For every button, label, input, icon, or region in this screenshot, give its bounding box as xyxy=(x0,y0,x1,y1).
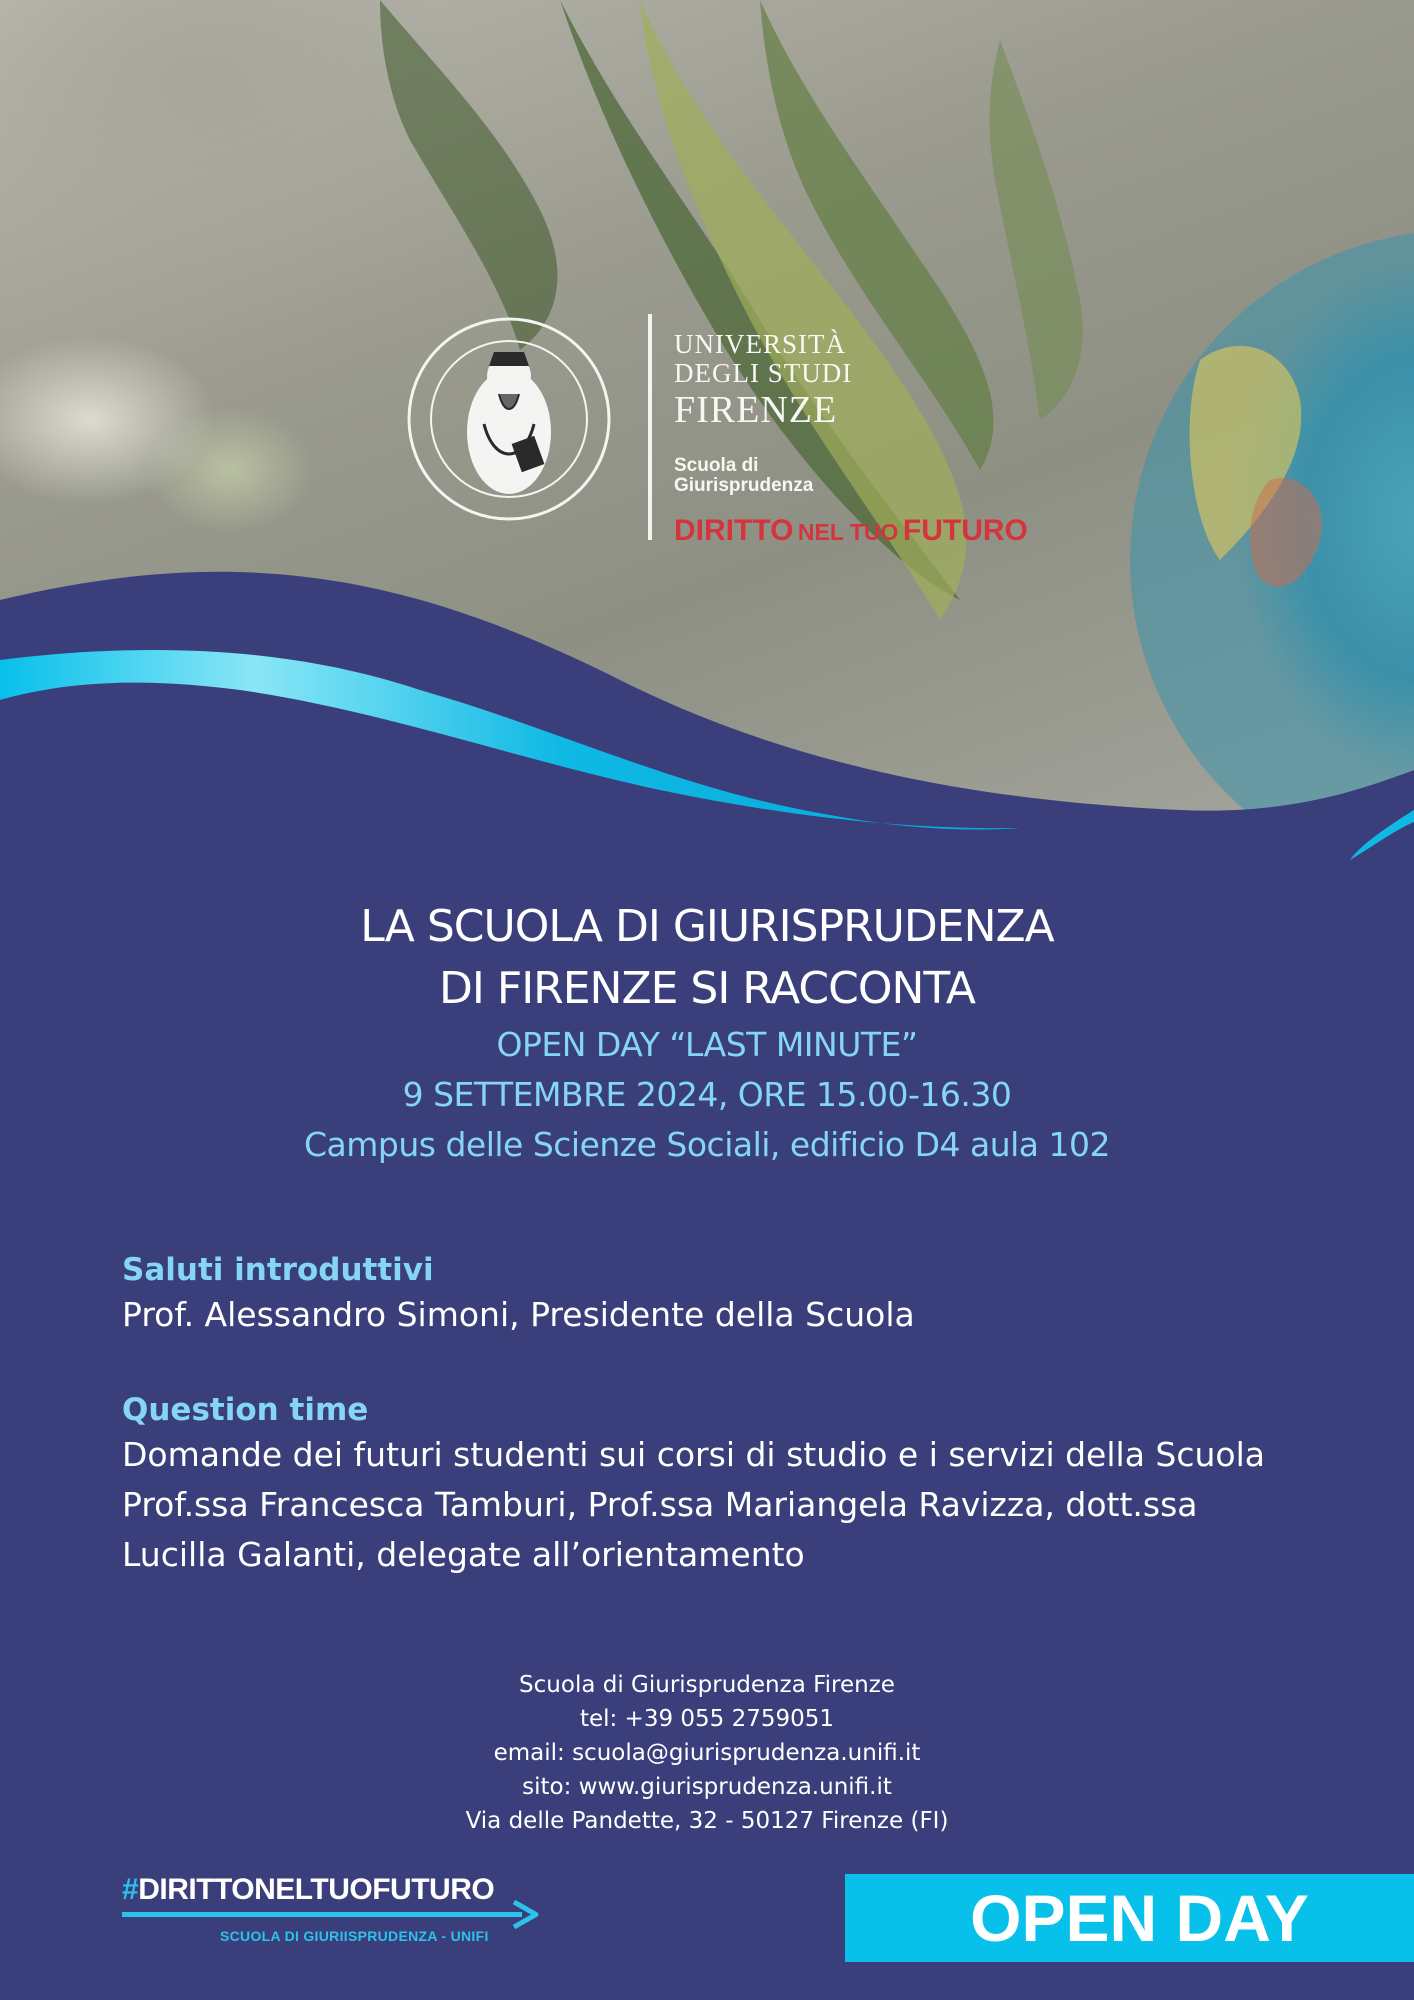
school-name: Scuola di Giurisprudenza xyxy=(674,455,814,496)
program-text: Domande dei futuri studenti sui corsi di studio e i servizi della Scuola xyxy=(122,1435,1265,1474)
event-date: 9 SETTEMBRE 2024, ORE 15.00-16.30 xyxy=(402,1075,1012,1114)
university-name-line-1: UNIVERSITÀ xyxy=(674,329,846,359)
university-name-line-2: DEGLI STUDI xyxy=(674,358,853,388)
event-title-block xyxy=(0,896,1414,1170)
contact-phone[interactable]: tel: +39 055 2759051 xyxy=(579,1706,835,1732)
contact-address: Via delle Pandette, 32 - 50127 Firenze (FI) xyxy=(465,1808,949,1834)
university-name-city: FIRENZE xyxy=(674,389,838,431)
contact-website[interactable]: sito: www.giurisprudenza.unifi.it xyxy=(522,1774,892,1800)
contact-email[interactable]: email: scuola@giurisprudenza.unifi.it xyxy=(493,1740,921,1766)
university-logo xyxy=(404,308,1124,548)
hashtag-subtitle: SCUOLA DI GIURIISPRUDENZA - UNIFI xyxy=(220,1928,489,1944)
university-seal-icon xyxy=(404,314,614,524)
event-name: OPEN DAY “LAST MINUTE” xyxy=(496,1025,918,1064)
program-text: Lucilla Galanti, delegate all’orientamento xyxy=(122,1535,805,1574)
program-text: Prof. Alessandro Simoni, Presidente della Scuola xyxy=(122,1295,915,1334)
program-heading-greetings: Saluti introduttivi xyxy=(122,1252,434,1288)
program-heading-question-time: Question time xyxy=(122,1392,369,1428)
title-line-1: LA SCUOLA DI GIURISPRUDENZA xyxy=(360,901,1054,952)
program-text: Prof.ssa Francesca Tamburi, Prof.ssa Mariangela Ravizza, dott.ssa xyxy=(122,1485,1198,1524)
title-line-2: DI FIRENZE SI RACCONTA xyxy=(439,963,975,1014)
hashtag-text: DIRITTONELTUOFUTURO xyxy=(138,1873,495,1906)
decorative-wave xyxy=(0,560,1414,900)
contacts xyxy=(0,1668,1414,1838)
open-day-label: OPEN DAY xyxy=(970,1881,1309,1955)
motto xyxy=(674,514,1028,548)
contact-school-name: Scuola di Giurisprudenza Firenze xyxy=(519,1672,895,1698)
motto-part-1: DIRITTO xyxy=(674,514,794,547)
event-location: Campus delle Scienze Sociali, edificio D4 aula 102 xyxy=(303,1125,1110,1164)
open-day-banner xyxy=(845,1874,1414,1962)
arrow-right-icon xyxy=(122,1900,542,1930)
hashtag-symbol: # xyxy=(122,1873,139,1906)
motto-part-2: NEL TUO xyxy=(797,519,899,545)
motto-part-3: FUTURO xyxy=(902,514,1028,547)
university-name xyxy=(674,330,852,432)
program xyxy=(122,1250,1322,1580)
logo-divider xyxy=(648,314,652,540)
